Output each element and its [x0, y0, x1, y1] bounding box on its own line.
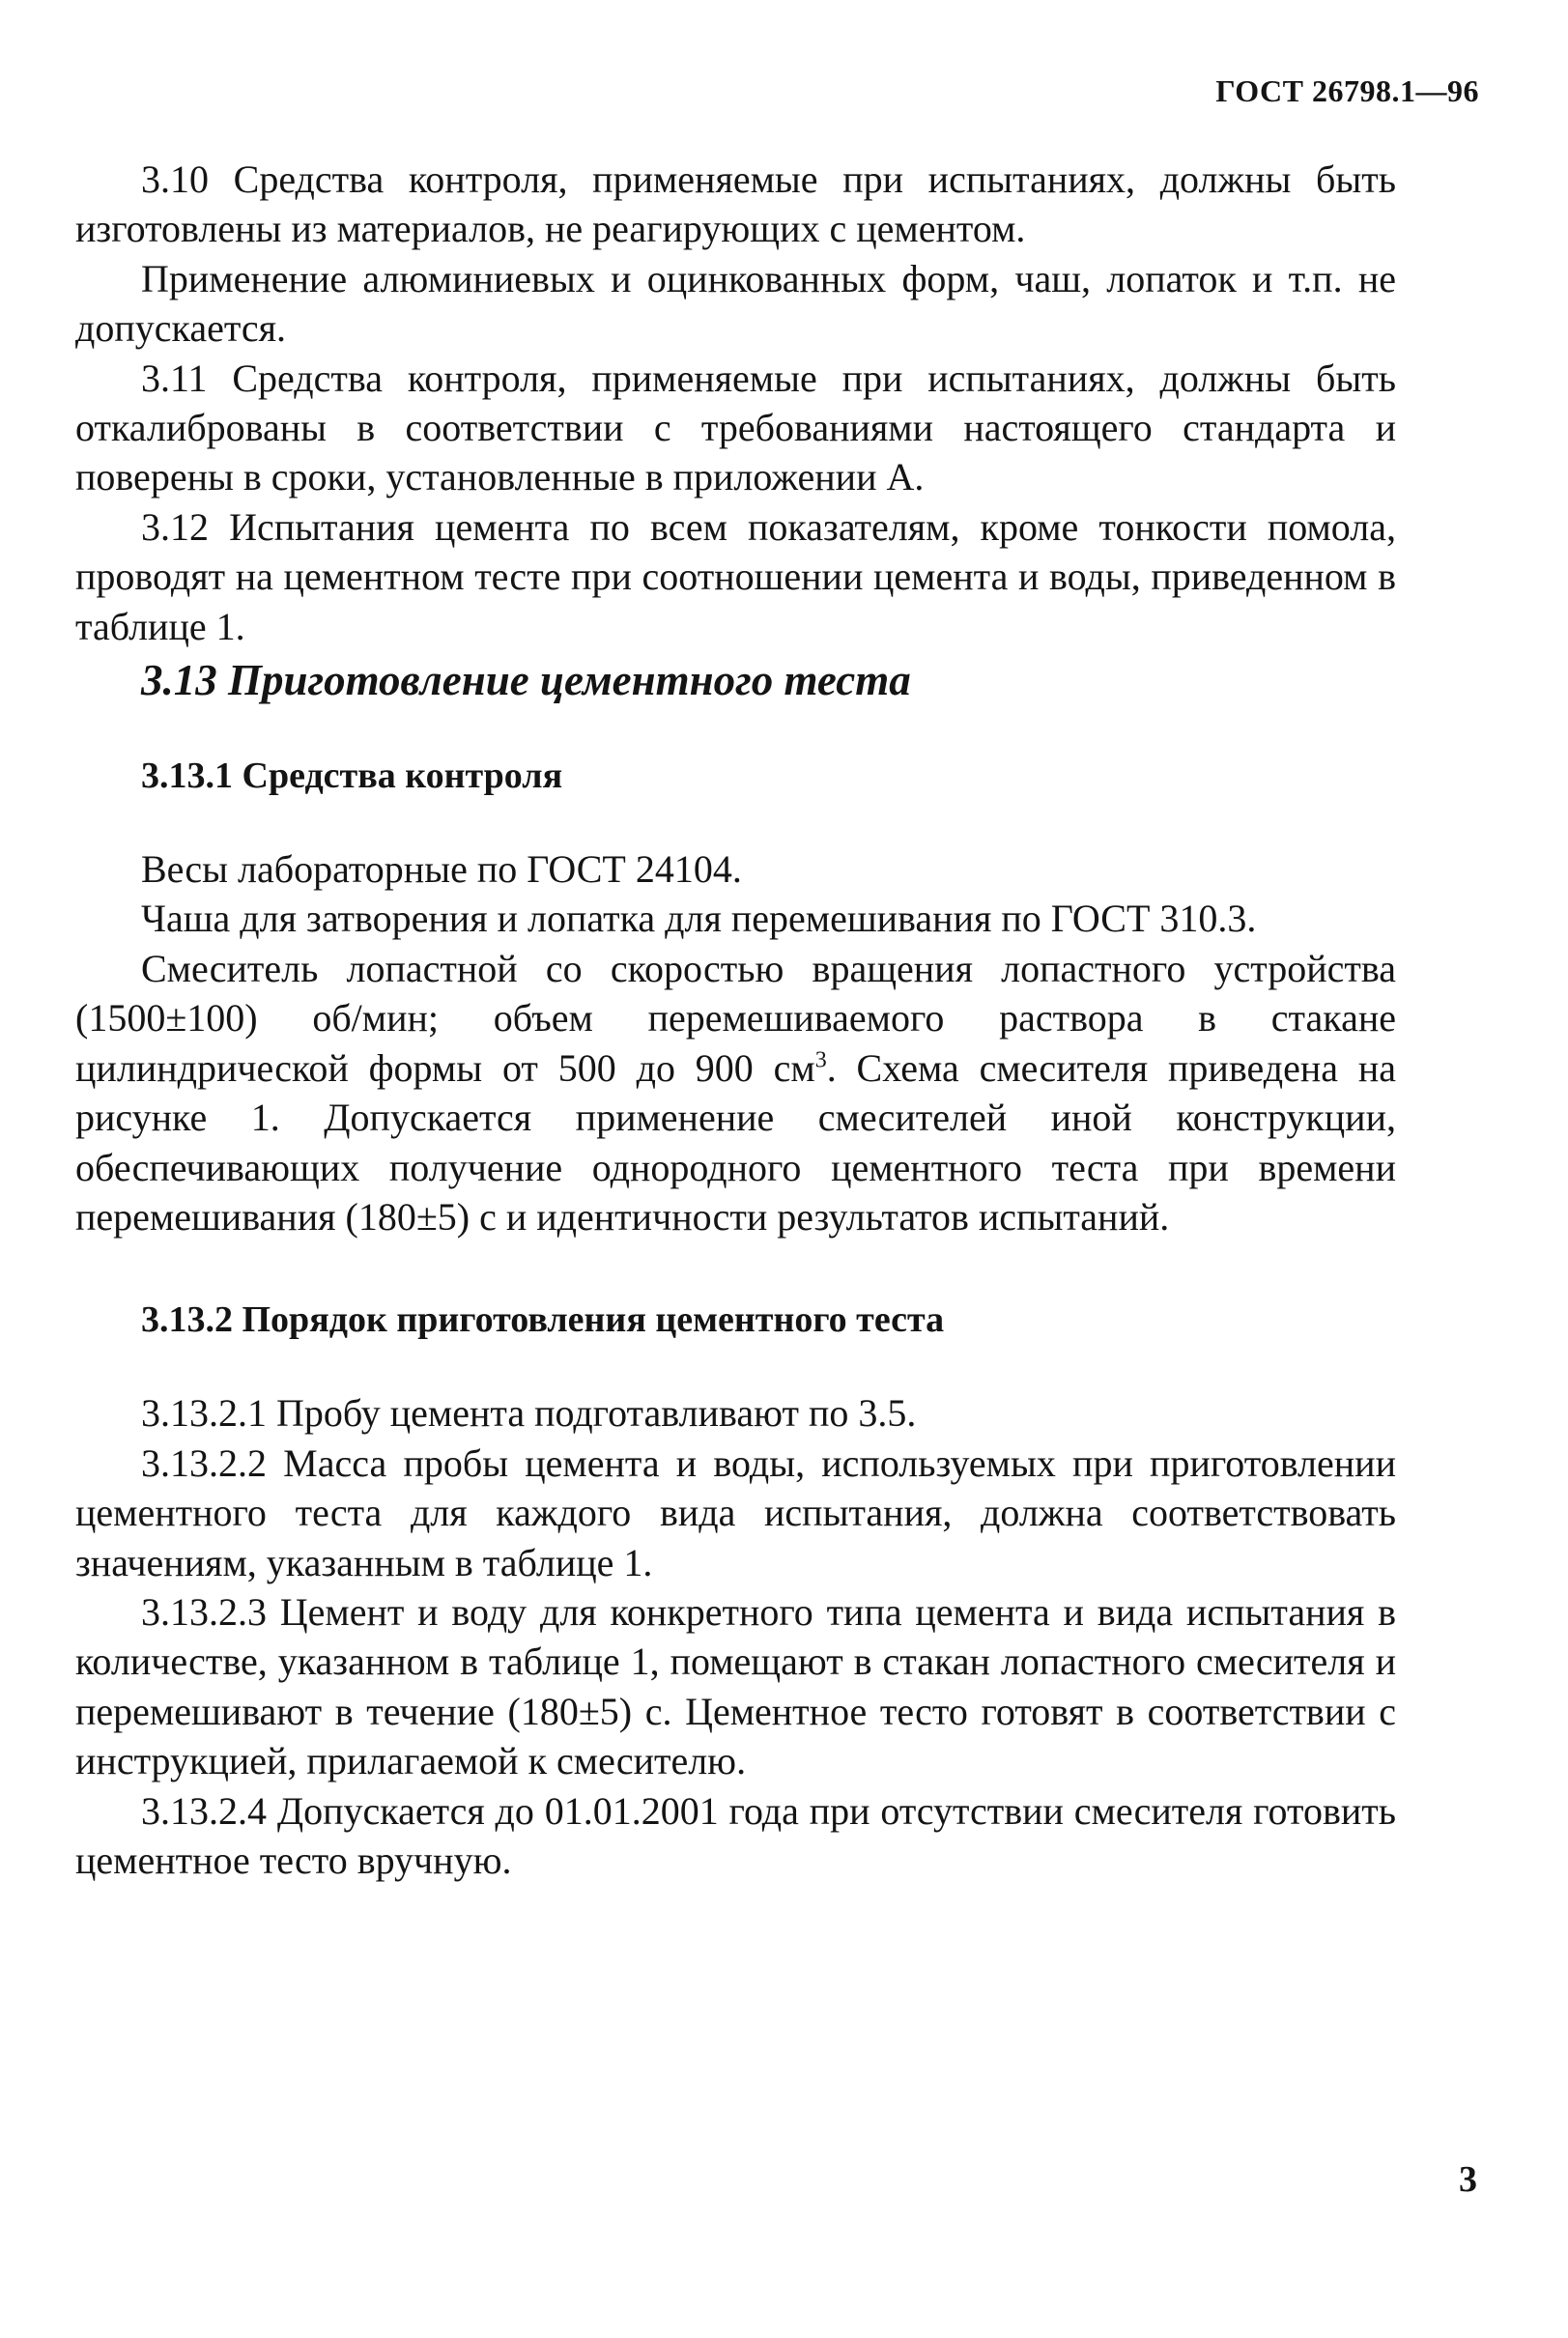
paragraph-scales: Весы лабораторные по ГОСТ 24104. [141, 847, 742, 892]
section-heading-3-13-2: 3.13.2 Порядок приготовления цементного теста [141, 1299, 945, 1341]
paragraph-bowl-spatula: Чаша для затворения и лопатка для перемешивания по ГОСТ 310.3. [141, 897, 1257, 941]
paragraph-3-12: 3.12 Испытания цемента по всем показателям, кроме тонкости помола, проводят на цементном тесте при соотношении цемента и воды, приведенном в таблице 1. [75, 504, 1396, 648]
paragraph-3-13-2-4: 3.13.2.4 Допускается до 01.01.2001 года при отсутствии смесителя готовить цементное тесто вручную. [75, 1788, 1396, 1882]
document-code-header: ГОСТ 26798.1—96 [1215, 73, 1479, 108]
mixer-text-part-1: Смеситель лопастной со скоростью вращения лопастного устройства (1500±100) об/мин; объем перемешиваемого раствора в стакане цилиндрической формы от 500 до 900 см [75, 946, 1396, 1090]
paragraph-3-10: 3.10 Средства контроля, применяемые при испытаниях, должны быть изготовлены из материалов, не реагирующих с цементом. [75, 157, 1396, 251]
page-number: 3 [1459, 2159, 1477, 2200]
paragraph-mixer [75, 944, 1396, 1241]
paragraph-3-13-2-1: 3.13.2.1 Пробу цемента подготавливают по 3.5. [141, 1391, 917, 1436]
paragraph-aluminium-note: Применение алюминиевых и оцинкованных форм, чаш, лопаток и т.п. не допускается. [75, 256, 1396, 351]
section-heading-3-13: 3.13 Приготовление цементного теста [141, 656, 911, 705]
mixer-text-part-2: . Схема смесителя приведена на рисунке 1. Допускается применение смесителей иной конструкции, обеспечивающих получение однородного цементного теста при времени перемешивания (180±5) с и идентичности результатов испытаний. [75, 1045, 1396, 1239]
cubic-superscript: 3 [814, 1047, 827, 1073]
document-body [75, 155, 1396, 1885]
section-heading-3-13-1: 3.13.1 Средства контроля [141, 756, 563, 797]
paragraph-3-11: 3.11 Средства контроля, применяемые при испытаниях, должны быть откалиброваны в соответствии с требованиями настоящего стандарта и поверены в сроки, установленные в приложении А. [75, 356, 1396, 499]
paragraph-3-13-2-2: 3.13.2.2 Масса пробы цемента и воды, используемых при приготовлении цементного теста для каждого вида испытания, должна соответствовать значениям, указанным в таблице 1. [75, 1440, 1396, 1584]
paragraph-3-13-2-3: 3.13.2.3 Цемент и воду для конкретного типа цемента и вида испытания в количестве, указанном в таблице 1, помещают в стакан лопастного смесителя и перемешивают в течение (180±5) с. Цементное тесто готовят в соответствии с инструкцией, прилагаемой к смесителю. [75, 1589, 1396, 1783]
